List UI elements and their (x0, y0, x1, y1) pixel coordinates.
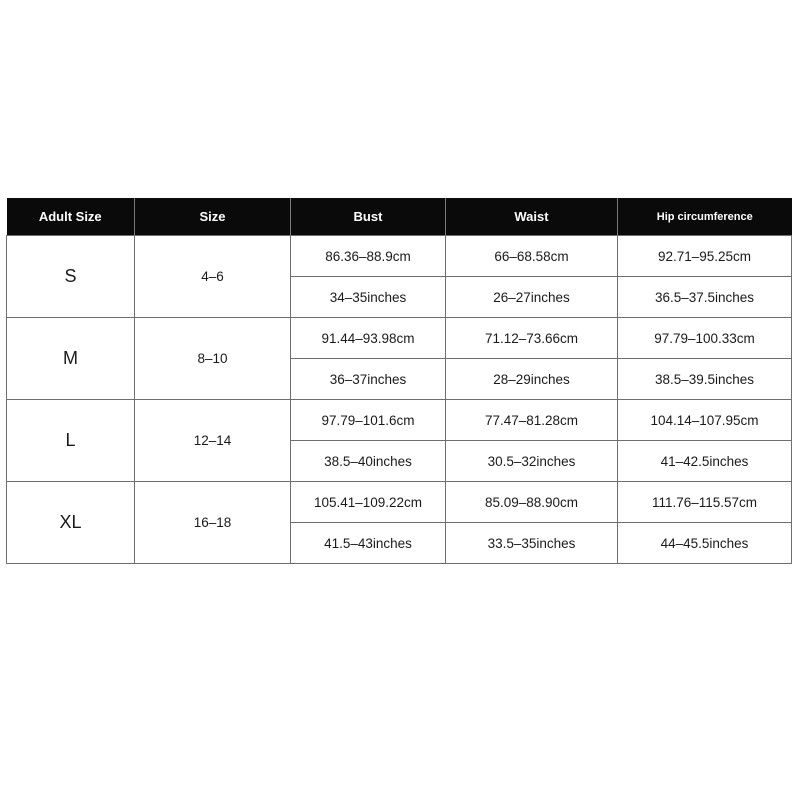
hip-cm-cell: 104.14–107.95cm (618, 400, 792, 441)
hip-inches-cell: 38.5–39.5inches (618, 359, 792, 400)
adult-size-cell: M (7, 318, 135, 400)
adult-size-cell: XL (7, 482, 135, 564)
adult-size-cell: L (7, 400, 135, 482)
waist-inches-cell: 28–29inches (446, 359, 618, 400)
hip-cm-cell: 97.79–100.33cm (618, 318, 792, 359)
header-size: Size (135, 198, 291, 236)
waist-cm-cell: 71.12–73.66cm (446, 318, 618, 359)
size-chart-table (6, 198, 792, 564)
header-hip-circumference: Hip circumference (618, 198, 792, 236)
bust-inches-cell: 34–35inches (291, 277, 446, 318)
header-adult-size: Adult Size (7, 198, 135, 236)
size-range-cell: 16–18 (135, 482, 291, 564)
bust-inches-cell: 36–37inches (291, 359, 446, 400)
size-range-cell: 4–6 (135, 236, 291, 318)
size-range-cell: 12–14 (135, 400, 291, 482)
bust-cm-cell: 105.41–109.22cm (291, 482, 446, 523)
waist-inches-cell: 33.5–35inches (446, 523, 618, 564)
hip-inches-cell: 36.5–37.5inches (618, 277, 792, 318)
hip-cm-cell: 92.71–95.25cm (618, 236, 792, 277)
bust-cm-cell: 86.36–88.9cm (291, 236, 446, 277)
adult-size-cell: S (7, 236, 135, 318)
waist-inches-cell: 30.5–32inches (446, 441, 618, 482)
waist-cm-cell: 66–68.58cm (446, 236, 618, 277)
waist-inches-cell: 26–27inches (446, 277, 618, 318)
hip-inches-cell: 44–45.5inches (618, 523, 792, 564)
header-row (7, 198, 792, 236)
hip-cm-cell: 111.76–115.57cm (618, 482, 792, 523)
size-range-cell: 8–10 (135, 318, 291, 400)
waist-cm-cell: 85.09–88.90cm (446, 482, 618, 523)
header-bust: Bust (291, 198, 446, 236)
hip-inches-cell: 41–42.5inches (618, 441, 792, 482)
table-row-cm (7, 236, 792, 277)
table-row-cm (7, 400, 792, 441)
bust-cm-cell: 91.44–93.98cm (291, 318, 446, 359)
table-row-cm (7, 318, 792, 359)
table-body (7, 236, 792, 564)
waist-cm-cell: 77.47–81.28cm (446, 400, 618, 441)
header-waist: Waist (446, 198, 618, 236)
table-row-cm (7, 482, 792, 523)
bust-inches-cell: 41.5–43inches (291, 523, 446, 564)
bust-cm-cell: 97.79–101.6cm (291, 400, 446, 441)
bust-inches-cell: 38.5–40inches (291, 441, 446, 482)
